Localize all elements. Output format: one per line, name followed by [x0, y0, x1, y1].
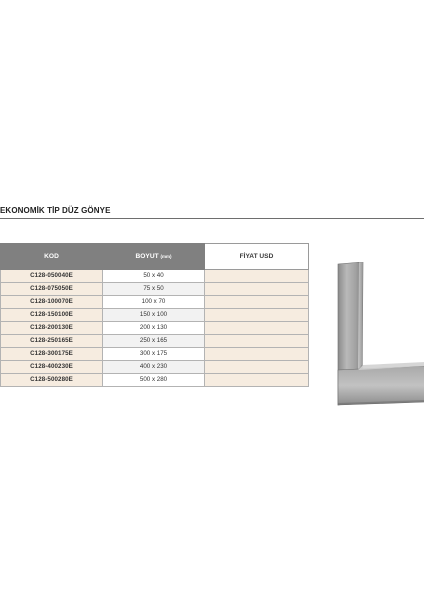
- code-cell: C128-050040E: [1, 270, 103, 283]
- header-size: BOYUT (mm): [103, 244, 205, 270]
- code-cell: C128-500280E: [1, 374, 103, 387]
- table-row: [1, 374, 309, 387]
- size-cell: 250 x 165: [103, 335, 205, 348]
- table-row: [1, 270, 309, 283]
- size-cell: 500 x 280: [103, 374, 205, 387]
- code-cell: C128-250165E: [1, 335, 103, 348]
- header-price: FİYAT USD: [205, 244, 309, 270]
- price-cell: [205, 283, 309, 296]
- size-cell: 300 x 175: [103, 348, 205, 361]
- size-cell: 100 x 70: [103, 296, 205, 309]
- code-cell: C128-100070E: [1, 296, 103, 309]
- price-table: [0, 243, 309, 387]
- steel-l-square-image: [335, 262, 424, 412]
- price-cell: [205, 335, 309, 348]
- size-cell: 150 x 100: [103, 309, 205, 322]
- table-row: [1, 309, 309, 322]
- price-cell: [205, 374, 309, 387]
- table-row: [1, 322, 309, 335]
- size-cell: 50 x 40: [103, 270, 205, 283]
- code-cell: C128-075050E: [1, 283, 103, 296]
- size-cell: 200 x 130: [103, 322, 205, 335]
- price-cell: [205, 309, 309, 322]
- price-cell: [205, 361, 309, 374]
- code-cell: C128-200130E: [1, 322, 103, 335]
- price-cell: [205, 322, 309, 335]
- title-divider: [0, 218, 424, 219]
- section-title: EKONOMİK TİP DÜZ GÖNYE: [0, 206, 111, 215]
- table-row: [1, 348, 309, 361]
- size-cell: 400 x 230: [103, 361, 205, 374]
- price-cell: [205, 296, 309, 309]
- table-row: [1, 335, 309, 348]
- price-cell: [205, 348, 309, 361]
- header-code: KOD: [1, 244, 103, 270]
- code-cell: C128-400230E: [1, 361, 103, 374]
- size-cell: 75 x 50: [103, 283, 205, 296]
- code-cell: C128-300175E: [1, 348, 103, 361]
- price-cell: [205, 270, 309, 283]
- header-size-unit: (mm): [160, 254, 172, 259]
- table-row: [1, 283, 309, 296]
- table-row: [1, 361, 309, 374]
- table-row: [1, 296, 309, 309]
- table-header-row: [1, 244, 309, 270]
- code-cell: C128-150100E: [1, 309, 103, 322]
